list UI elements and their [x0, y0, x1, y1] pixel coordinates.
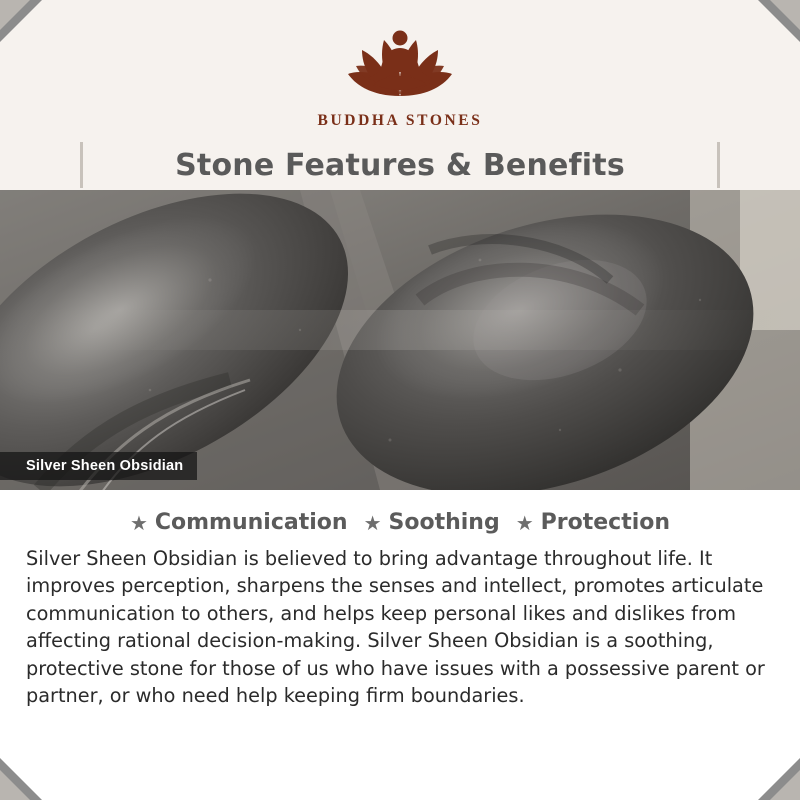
benefit-item [364, 510, 500, 535]
photo-caption: Silver Sheen Obsidian [0, 452, 197, 480]
corner-decoration-bottom-right-inner [770, 770, 800, 800]
benefit-item [516, 510, 670, 535]
description-text: Silver Sheen Obsidian is believed to bring advantage throughout life. It improves perception, sharpens the senses and intellect, promotes articulate communication to others, and helps keep personal likes and dislikes from affecting rational decision-making. Silver Sheen Obsidian is a soothing, protective stone for those of us who have issues with a possessive parent or partner, or who need help keeping firm boundaries. [26, 547, 765, 707]
lotus-meditation-icon [310, 22, 490, 106]
benefit-label: Protection [540, 510, 671, 535]
benefit-label: Soothing [388, 510, 500, 535]
stone-photo [0, 190, 800, 490]
title-bar [80, 142, 720, 188]
corner-decoration-top-left-inner [0, 0, 30, 30]
brand-name: BUDDHA STONES [317, 112, 483, 129]
benefit-label: Communication [154, 510, 348, 535]
brand-logo [0, 22, 800, 130]
star-icon: ★ [363, 510, 382, 535]
benefits-list [26, 510, 774, 535]
corner-decoration-bottom-left-inner [0, 770, 30, 800]
benefit-item [130, 510, 348, 535]
content-section [0, 490, 800, 800]
corner-decoration-top-right-inner [770, 0, 800, 30]
bottom-strip [0, 774, 800, 800]
star-icon: ★ [129, 510, 148, 535]
star-icon: ★ [515, 510, 534, 535]
header [0, 0, 800, 190]
page-title: Stone Features & Benefits [175, 147, 625, 183]
